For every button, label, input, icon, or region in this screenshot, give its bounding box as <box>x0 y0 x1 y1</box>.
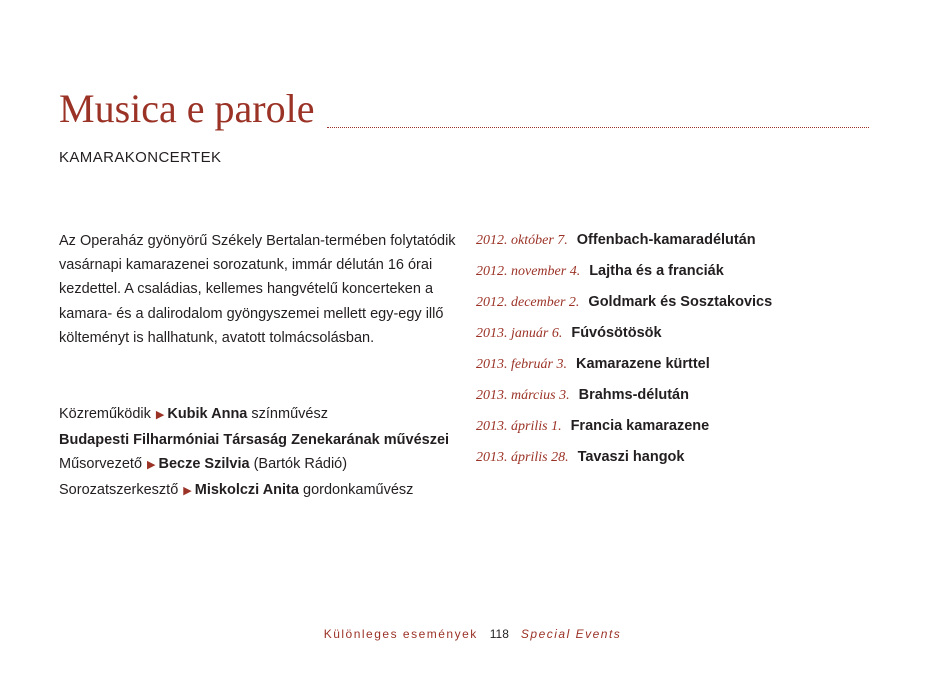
schedule-item <box>476 414 896 445</box>
schedule-item <box>476 383 896 414</box>
intro-text-block <box>59 229 459 350</box>
triangle-right-icon: ▶ <box>183 484 192 497</box>
schedule-title: Offenbach-kamaradélután <box>576 232 756 248</box>
schedule-date: 2013. március 3. <box>476 388 570 403</box>
schedule-item <box>476 352 896 383</box>
credit-line-performer <box>59 402 479 428</box>
schedule-title: Lajtha és a franciák <box>589 263 724 279</box>
credit-name: Kubik Anna <box>167 406 248 422</box>
footer-section-hu: Különleges események <box>323 627 478 641</box>
footer-section-en: Special Events <box>520 627 622 641</box>
credit-role: Műsorvezető <box>59 456 143 472</box>
page-title: Musica e parole <box>59 86 315 131</box>
schedule-item <box>476 445 896 476</box>
schedule-date: 2013. április 1. <box>476 419 562 434</box>
schedule-title: Francia kamarazene <box>570 418 710 434</box>
schedule-date: 2012. november 4. <box>476 264 581 279</box>
credit-role: Sorozatszerkesztő <box>59 481 179 498</box>
schedule-date: 2013. január 6. <box>476 326 563 341</box>
title-dotted-rule <box>327 127 869 128</box>
credit-line-orchestra <box>59 428 479 453</box>
credit-suffix: (Bartók Rádió) <box>253 456 348 472</box>
schedule-title: Fúvósötösök <box>571 325 662 341</box>
credit-name: Budapesti Filharmóniai Társaság Zenekarának művészei <box>59 431 450 448</box>
title-row <box>59 84 869 134</box>
page-footer <box>0 627 945 641</box>
schedule-title: Goldmark és Sosztakovics <box>588 294 773 310</box>
schedule-date: 2012. december 2. <box>476 295 580 310</box>
schedule-title: Brahms-délután <box>578 387 689 403</box>
schedule-date: 2012. október 7. <box>476 233 568 248</box>
intro-paragraph: Az Operaház gyönyörű Székely Bertalan-termében folytatódik vasárnapi kamarazenei sorozatunk, immár délután 16 órai kezdettel. A családias, kellemes hangvételű koncerteken a kamara- és a dalirodalom gyöngyszemei mellett egy-egy illő költeményt is hallhatunk, avatott tolmácsolásban. <box>59 233 456 346</box>
schedule-date: 2013. április 28. <box>476 450 569 465</box>
credit-role: Közreműködik <box>59 406 151 422</box>
schedule-title: Tavaszi hangok <box>577 449 685 465</box>
credits-block <box>59 402 479 503</box>
credit-suffix: gordonkaművész <box>303 481 414 498</box>
page-subtitle: KAMARAKONCERTEK <box>59 149 222 166</box>
credit-suffix: színművész <box>251 406 328 422</box>
schedule-item <box>476 321 896 352</box>
schedule-title: Kamarazene kürttel <box>576 356 710 372</box>
schedule-item <box>476 290 896 321</box>
credit-name: Miskolczi Anita <box>194 481 299 498</box>
triangle-right-icon: ▶ <box>155 409 165 421</box>
page-number: 118 <box>489 627 509 641</box>
credit-line-host <box>59 452 479 478</box>
credit-name: Becze Szilvia <box>158 456 250 472</box>
schedule-date: 2013. február 3. <box>476 357 567 372</box>
credit-line-editor <box>59 478 479 504</box>
concert-schedule <box>476 228 896 476</box>
schedule-item <box>476 228 896 259</box>
schedule-item <box>476 259 896 290</box>
triangle-right-icon: ▶ <box>147 459 156 471</box>
